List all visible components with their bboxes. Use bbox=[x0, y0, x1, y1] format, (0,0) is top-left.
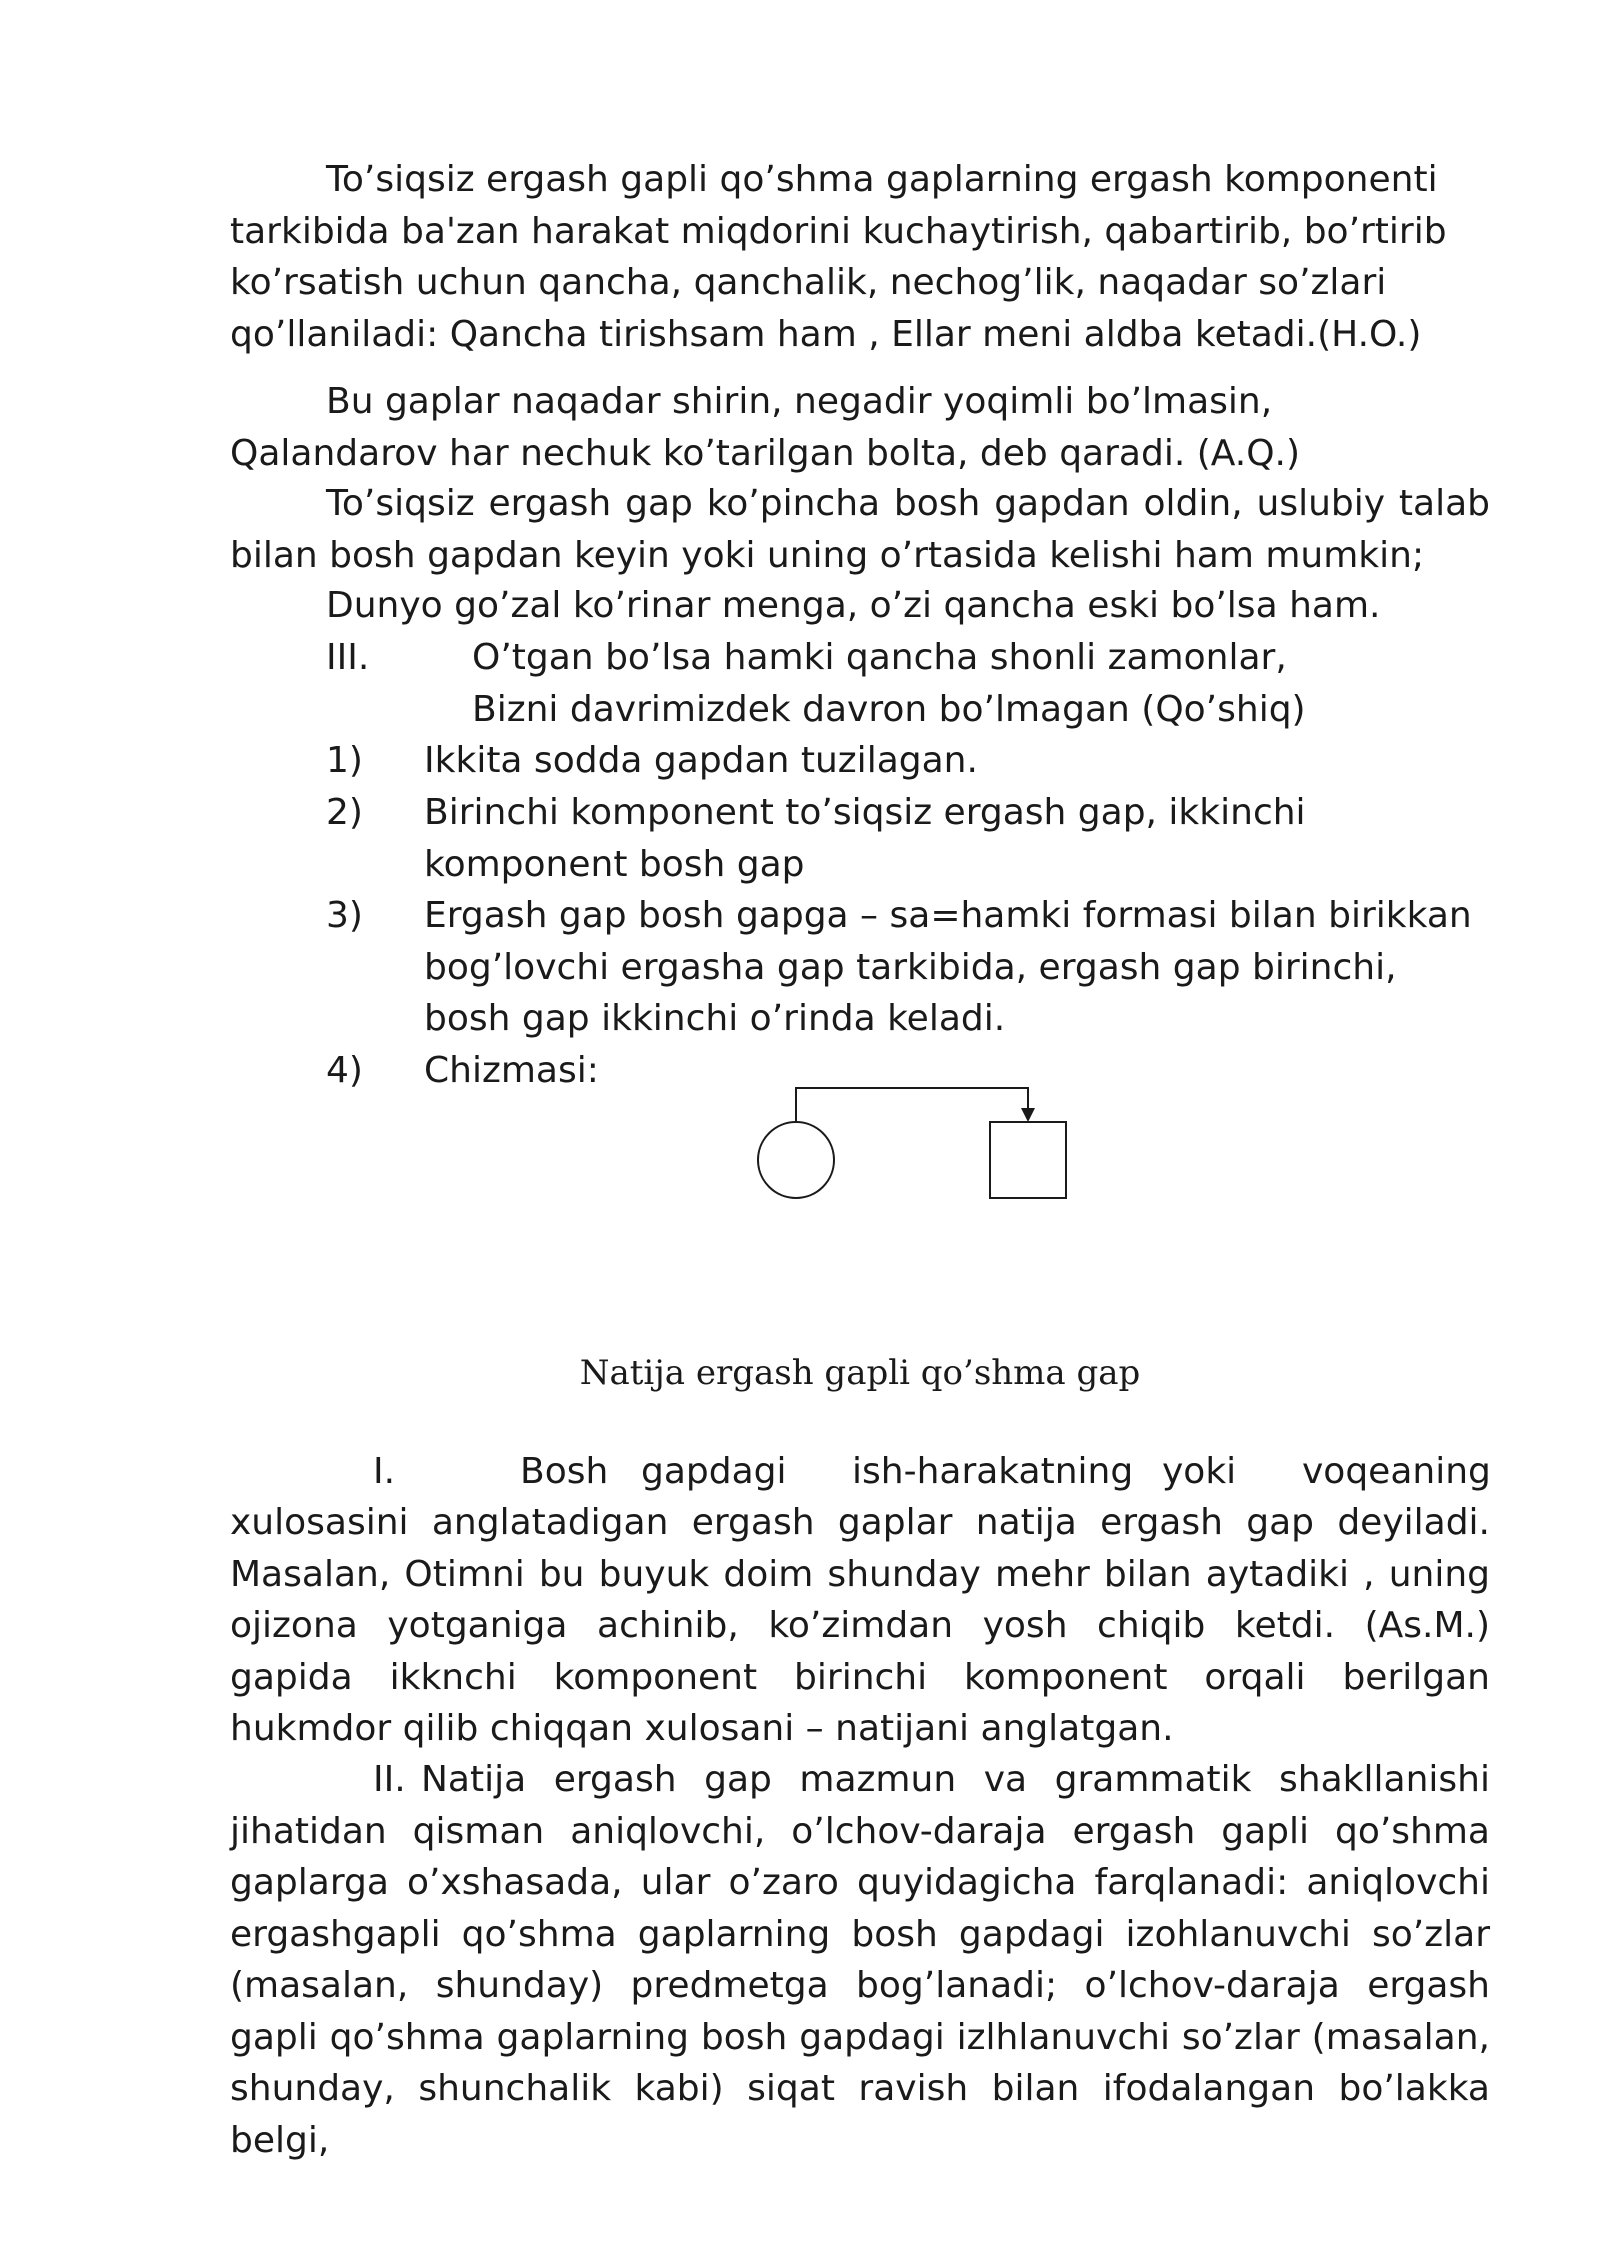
roman-numeral-2: II. bbox=[373, 1759, 406, 1800]
list-text: Ergash gap bosh gapga – sa=hamki formasi bilan birikkan bog’lovchi ergasha gap tarkibida, ergash gap birinchi, bosh gap ikkinchi o’rinda keladi. bbox=[424, 895, 1472, 1039]
section-heading: Natija ergash gapli qo’shma gap bbox=[579, 1353, 1141, 1393]
word: voqeaning bbox=[1302, 1451, 1491, 1492]
paragraph-2: Bu gaplar naqadar shirin, negadir yoqimli bo’lmasin, Qalandarov har nechuk ko’tarilgan bolta, deb qaradi. (A.Q.) bbox=[230, 381, 1301, 474]
list-number: 4) bbox=[326, 1050, 363, 1091]
list-text: Birinchi komponent to’siqsiz ergash gap, ikkinchi komponent bosh gap bbox=[424, 792, 1306, 885]
roman-numeral-1: I. bbox=[373, 1451, 396, 1492]
section-2-body: Natija ergash gap mazmun va grammatik shakllanishi jihatidan qisman aniqlovchi, o’lchov-daraja ergash gapli qo’shma gaplarga o’xshasada, ular o’zaro quyidagicha farqlanadi: aniqlovchi ergashgapli qo’shma gaplarning bosh gapdagi izohlanuvchi so’zlar (masalan, shunday) predmetga bog’lanadi; o’lchov-daraja ergash gapli qo’shma gaplarning bosh gapdagi izlhlanuvchi so’zlar (masalan, shunday, shunchalik kabi) siqat ravish bilan ifodalangan bo’lakka belgi, bbox=[230, 1759, 1490, 2161]
list-number: 1) bbox=[326, 740, 363, 781]
word: ish-harakatning bbox=[852, 1451, 1134, 1492]
main-clause-square bbox=[990, 1122, 1066, 1198]
sentence-scheme-diagram bbox=[740, 1070, 1080, 1210]
paragraph-4: Dunyo go’zal ko’rinar menga, o’zi qancha eski bo’lsa ham. bbox=[326, 585, 1381, 626]
word: Bosh bbox=[520, 1451, 609, 1492]
paragraph-1: To’siqsiz ergash gapli qo’shma gaplarning ergash komponenti tarkibida ba'zan harakat miqdorini kuchaytirish, qabartirib, bo’rtirib ko’rsatish uchun qancha, qanchalik, nechog’lik, naqadar so’zlari qo’llaniladi: Qancha tirishsam ham , Ellar meni aldba ketadi.(H.O.) bbox=[230, 159, 1447, 355]
section-1-body: xulosasini anglatadigan ergash gaplar natija ergash gap deyiladi. Masalan, Otimni bu buyuk doim shunday mehr bilan aytadiki , uning ojizona yotganiga achinib, ko’zimdan yosh chiqib ketdi. (As.M.) gapida ikknchi komponent birinchi komponent orqali berilgan hukmdor qilib chiqqan xulosani – natijani anglatgan. bbox=[230, 1502, 1490, 1749]
list-text: Chizmasi: bbox=[424, 1050, 599, 1091]
list-text: Ikkita sodda gapdan tuzilagan. bbox=[424, 740, 978, 781]
verse-line-1: O’tgan bo’lsa hamki qancha shonli zamonlar, bbox=[472, 637, 1287, 678]
roman-numeral-3: III. bbox=[326, 637, 370, 678]
paragraph-3: To’siqsiz ergash gap ko’pincha bosh gapdan oldin, uslubiy talab bilan bosh gapdan keyin yoki uning o’rtasida kelishi ham mumkin; bbox=[230, 483, 1490, 576]
word: gapdagi bbox=[641, 1451, 787, 1492]
word: yoki bbox=[1162, 1451, 1237, 1492]
list-number: 2) bbox=[326, 792, 363, 833]
subordinate-clause-circle bbox=[758, 1122, 834, 1198]
connector-line bbox=[796, 1088, 1028, 1122]
verse-line-2: Bizni davrimizdek davron bo’lmagan (Qo’shiq) bbox=[472, 689, 1306, 730]
list-number: 3) bbox=[326, 895, 363, 936]
arrow-head-icon bbox=[1021, 1108, 1035, 1122]
